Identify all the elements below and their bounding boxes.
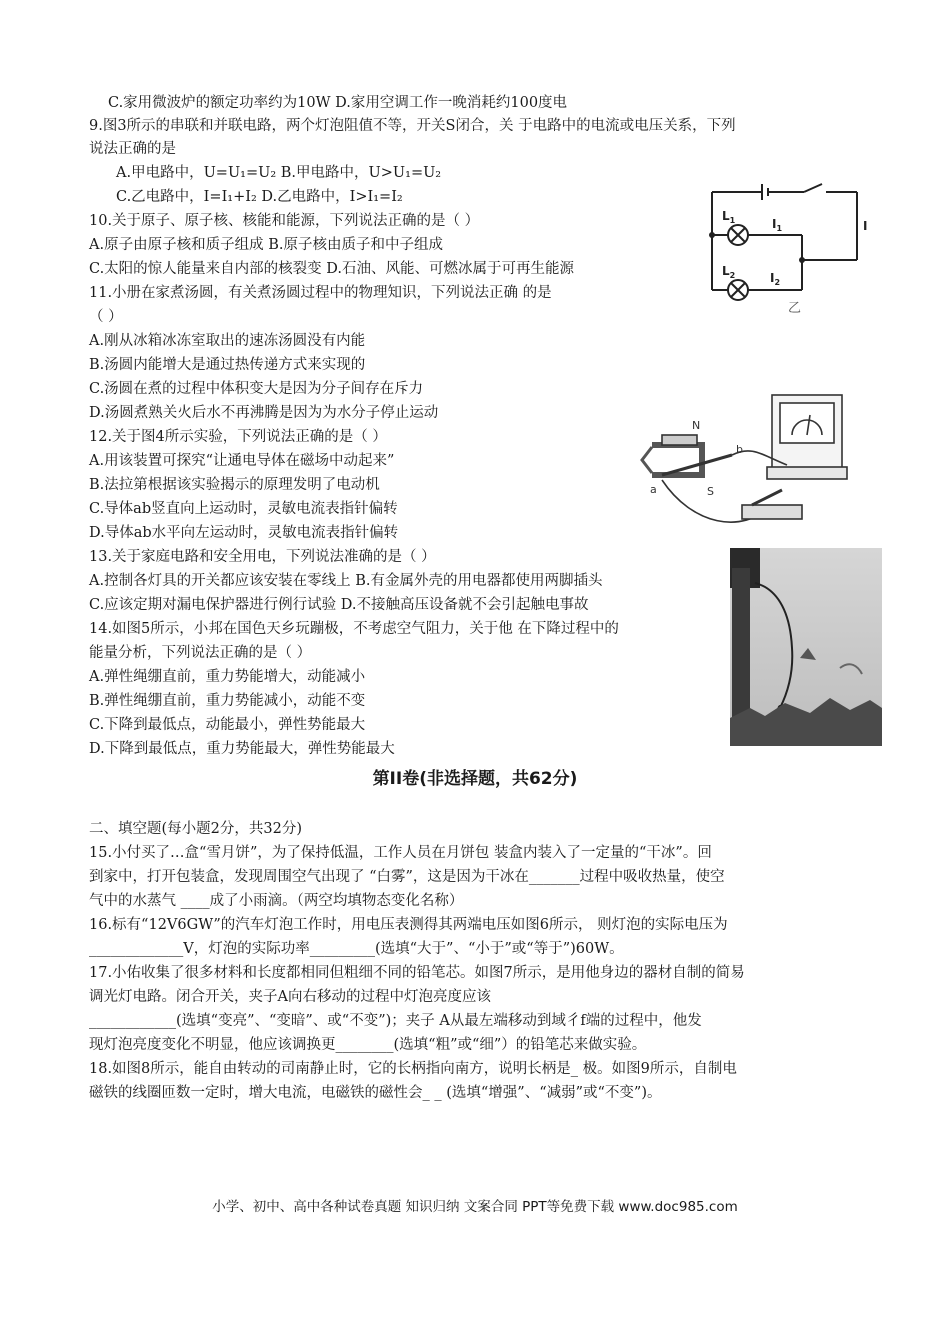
q11-stem: 11.小册在家煮汤圆，有关煮汤圆过程中的物理知识，下列说法正确 的是 xyxy=(89,285,552,301)
q14-stem-cont: 能量分析，下列说法正确的是（ ） xyxy=(89,645,312,661)
q13-options-cd: C.应该定期对漏电保护器进行例行试验 D.不接触高压设备就不会引起触电事故 xyxy=(89,597,589,613)
bungee-photo-figure xyxy=(730,548,882,746)
label-i1: $I_1$ xyxy=(772,217,783,233)
q18-line1: 18.如图8所示，能自由转动的司南静止时，它的长柄指向南方，说明长柄是_ 极。如图9所示，自制电 xyxy=(89,1061,737,1077)
q12-option-a: A.用该装置可探究“让通电导体在磁场中动起来” xyxy=(89,453,395,469)
label-l2: $L_2$ xyxy=(722,264,736,280)
q12-option-c: C.导体ab竖直向上运动时，灵敏电流表指针偏转 xyxy=(89,501,398,517)
q15-line2: 到家中，打开包装盒，发现周围空气出现了 “白雾”，这是因为干冰在_______过程中吸收热量，使空 xyxy=(89,869,725,885)
q9-stem-cont: 说法正确的是 xyxy=(89,141,176,157)
q9-options-ab: A.甲电路中，U=U₁=U₂ B.甲电路中，U>U₁=U₂ xyxy=(116,165,442,181)
label-s: S xyxy=(707,485,714,498)
q10-stem: 10.关于原子、原子核、核能和能源，下列说法正确的是（ ） xyxy=(89,213,480,229)
q11-option-b: B.汤圆内能增大是通过热传递方式来实现的 xyxy=(89,357,366,373)
parallel-circuit-figure xyxy=(692,180,872,315)
q8-options-cd: C.家用微波炉的额定功率约为10W D.家用空调工作一晚消耗约100度电 xyxy=(108,95,568,111)
q17-line3: ____________(选填“变亮”、“变暗”、或“不变”)；夹子 A从最左端移动到域彳f端的过程中，他发 xyxy=(89,1013,702,1029)
q16-line1: 16.标有“12V6GW”的汽车灯泡工作时，用电压表测得其两端电压如图6所示， 则灯泡的实际电压为 xyxy=(89,917,728,933)
q17-line1: 17.小佑收集了很多材料和长度都相同但粗细不同的铅笔芯。如图7所示，是用他身边的器材自制的简易 xyxy=(89,965,745,981)
q11-option-c: C.汤圆在煮的过程中体积变大是因为分子间存在斥力 xyxy=(89,381,424,397)
label-n: N xyxy=(692,419,701,432)
q14-option-c: C.下降到最低点，动能最小，弹性势能最大 xyxy=(89,717,366,733)
q10-options-cd: C.太阳的惊人能量来自内部的核裂变 D.石油、风能、可燃冰属于可再生能源 xyxy=(89,261,575,277)
q17-line2: 调光灯电路。闭合开关，夹子A向右移动的过程中灯泡亮度应该 xyxy=(89,989,491,1005)
q17-line4: 现灯泡亮度变化不明显，他应该调换更________(选填“粗”或“细”）的铅笔芯来做实验。 xyxy=(89,1037,647,1053)
q12-option-d: D.导体ab水平向左运动时，灵敏电流表指针偏转 xyxy=(89,525,399,541)
q13-options-ab: A.控制各灯具的开关都应该安装在零线上 B.有金属外壳的用电器都使用两脚插头 xyxy=(89,573,603,589)
q12-stem: 12.关于图4所示实验，下列说法正确的是（ ） xyxy=(89,429,387,445)
q16-line2: _____________V，灯泡的实际功率_________(选填“大于”、“小于”或“等于”)60W。 xyxy=(89,941,624,957)
q10-options-ab: A.原子由原子核和质子组成 B.原子核由质子和中子组成 xyxy=(89,237,443,253)
q14-option-a: A.弹性绳绷直前，重力势能增大，动能减小 xyxy=(89,669,366,685)
q11-option-a: A.刚从冰箱冰冻室取出的速冻汤圆没有内能 xyxy=(89,333,366,349)
q13-stem: 13.关于家庭电路和安全用电，下列说法准确的是（ ） xyxy=(89,549,436,565)
q18-line2: 磁铁的线圈匝数一定时，增大电流，电磁铁的磁性会_ _ (选填“增强”、“减弱”或“不变”)。 xyxy=(89,1085,662,1101)
q9-options-cd: C.乙电路中，I=I₁+I₂ D.乙电路中，I>I₁=I₂ xyxy=(116,189,403,205)
q14-option-b: B.弹性绳绷直前，重力势能减小，动能不变 xyxy=(89,693,366,709)
footer-ad: 小学、初中、高中各种试卷真题 知识归纳 文案合同 PPT等免费下载 www.doc985.com xyxy=(212,1199,738,1215)
fill-in-heading: 二、填空题(每小题2分，共32分) xyxy=(89,821,302,837)
q12-option-b: B.法拉第根据该实验揭示的原理发明了电动机 xyxy=(89,477,380,493)
label-l1: $L_1$ xyxy=(722,209,736,225)
label-b: b xyxy=(736,443,743,456)
q15-line1: 15.小付买了…盒“雪月饼”，为了保持低温，工作人员在月饼包 装盒内装入了一定量的“干冰”。回 xyxy=(89,845,712,861)
label-i: I xyxy=(863,219,868,233)
q11-bracket: （ ） xyxy=(89,309,123,325)
q15-line3: 气中的水蒸气 ____成了小雨滴。（两空均填物态变化名称） xyxy=(89,893,464,909)
induction-experiment-figure xyxy=(632,385,852,545)
q9-stem: 9.图3所示的串联和并联电路，两个灯泡阻值不等，开关S闭合，关 于电路中的电流或电压关系，下列 xyxy=(89,118,736,134)
circuit-caption: 乙 xyxy=(788,301,802,315)
section-title: 第II卷(非选择题，共62分) xyxy=(372,769,578,789)
q11-option-d: D.汤圆煮熟关火后水不再沸腾是因为为水分子停止运动 xyxy=(89,405,439,421)
q14-stem: 14.如图5所示，小邦在国色天乡玩蹦极，不考虑空气阻力，关于他 在下降过程中的 xyxy=(89,621,619,637)
label-a: a xyxy=(650,483,657,496)
label-i2: $I_2$ xyxy=(770,271,781,287)
q14-option-d: D.下降到最低点，重力势能最大，弹性势能最大 xyxy=(89,741,395,757)
